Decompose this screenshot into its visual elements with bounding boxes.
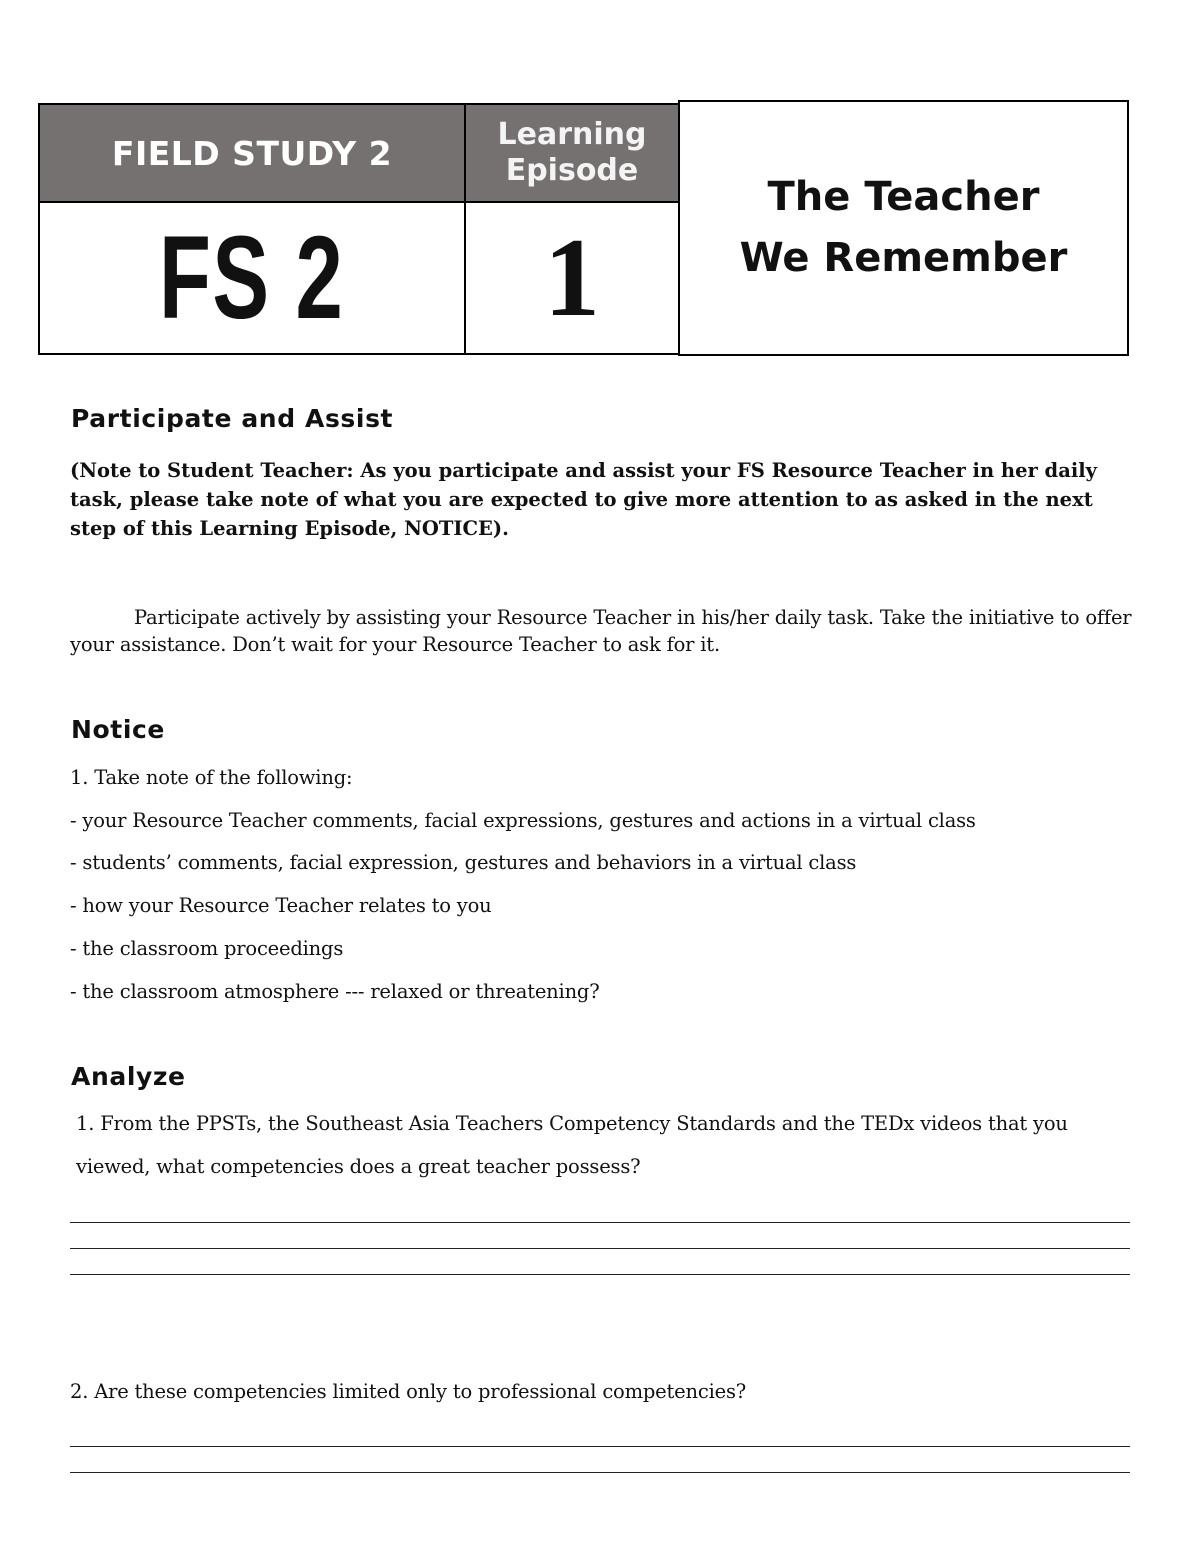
answer-line — [70, 1248, 1130, 1249]
list-item: - students’ comments, facial expression, gestures and behaviors in a virtual class — [70, 851, 857, 874]
question-1-line2: viewed, what competencies does a great teacher possess? — [76, 1155, 641, 1178]
list-item: - your Resource Teacher comments, facial expressions, gestures and actions in a virtual class — [70, 809, 976, 832]
episode-label-cell — [464, 103, 680, 203]
participate-heading: Participate and Assist — [71, 404, 394, 433]
answer-line — [70, 1222, 1130, 1223]
answer-line — [70, 1274, 1130, 1275]
course-code-cell — [38, 201, 466, 355]
course-label: FIELD STUDY 2 — [111, 133, 393, 173]
episode-number-cell — [464, 201, 680, 355]
answer-line — [70, 1472, 1130, 1473]
analyze-heading: Analyze — [71, 1062, 186, 1091]
episode-label-line1: Learning — [497, 117, 647, 152]
question-1-line1: 1. From the PPSTs, the Southeast Asia Teachers Competency Standards and the TEDx videos that you — [76, 1112, 1068, 1135]
list-item: - the classroom proceedings — [70, 937, 344, 960]
notice-heading: Notice — [71, 715, 165, 744]
list-item: 1. Take note of the following: — [70, 766, 353, 789]
episode-label-line2: Episode — [505, 153, 639, 188]
course-code: FS 2 — [159, 212, 345, 344]
answer-line — [70, 1446, 1130, 1447]
list-item: - how your Resource Teacher relates to you — [70, 894, 492, 917]
episode-title-line2: We Remember — [739, 235, 1068, 281]
participate-note: (Note to Student Teacher: As you participate and assist your FS Resource Teacher in her daily task, please take note of what you are expected to give more attention to as asked in the next step of this Learning Episode, NOTICE). — [70, 459, 1097, 540]
question-2: 2. Are these competencies limited only to professional competencies? — [70, 1380, 747, 1403]
participate-body: Participate actively by assisting your Resource Teacher in his/her daily task. Take the initiative to offer your assistance. Don’t wait for your Resource Teacher to ask for it. — [70, 606, 1132, 656]
episode-title-line1: The Teacher — [767, 174, 1040, 220]
episode-title-box — [678, 100, 1129, 356]
course-label-cell — [38, 103, 466, 203]
episode-number: 1 — [544, 215, 600, 340]
list-item: - the classroom atmosphere --- relaxed or threatening? — [70, 980, 600, 1003]
